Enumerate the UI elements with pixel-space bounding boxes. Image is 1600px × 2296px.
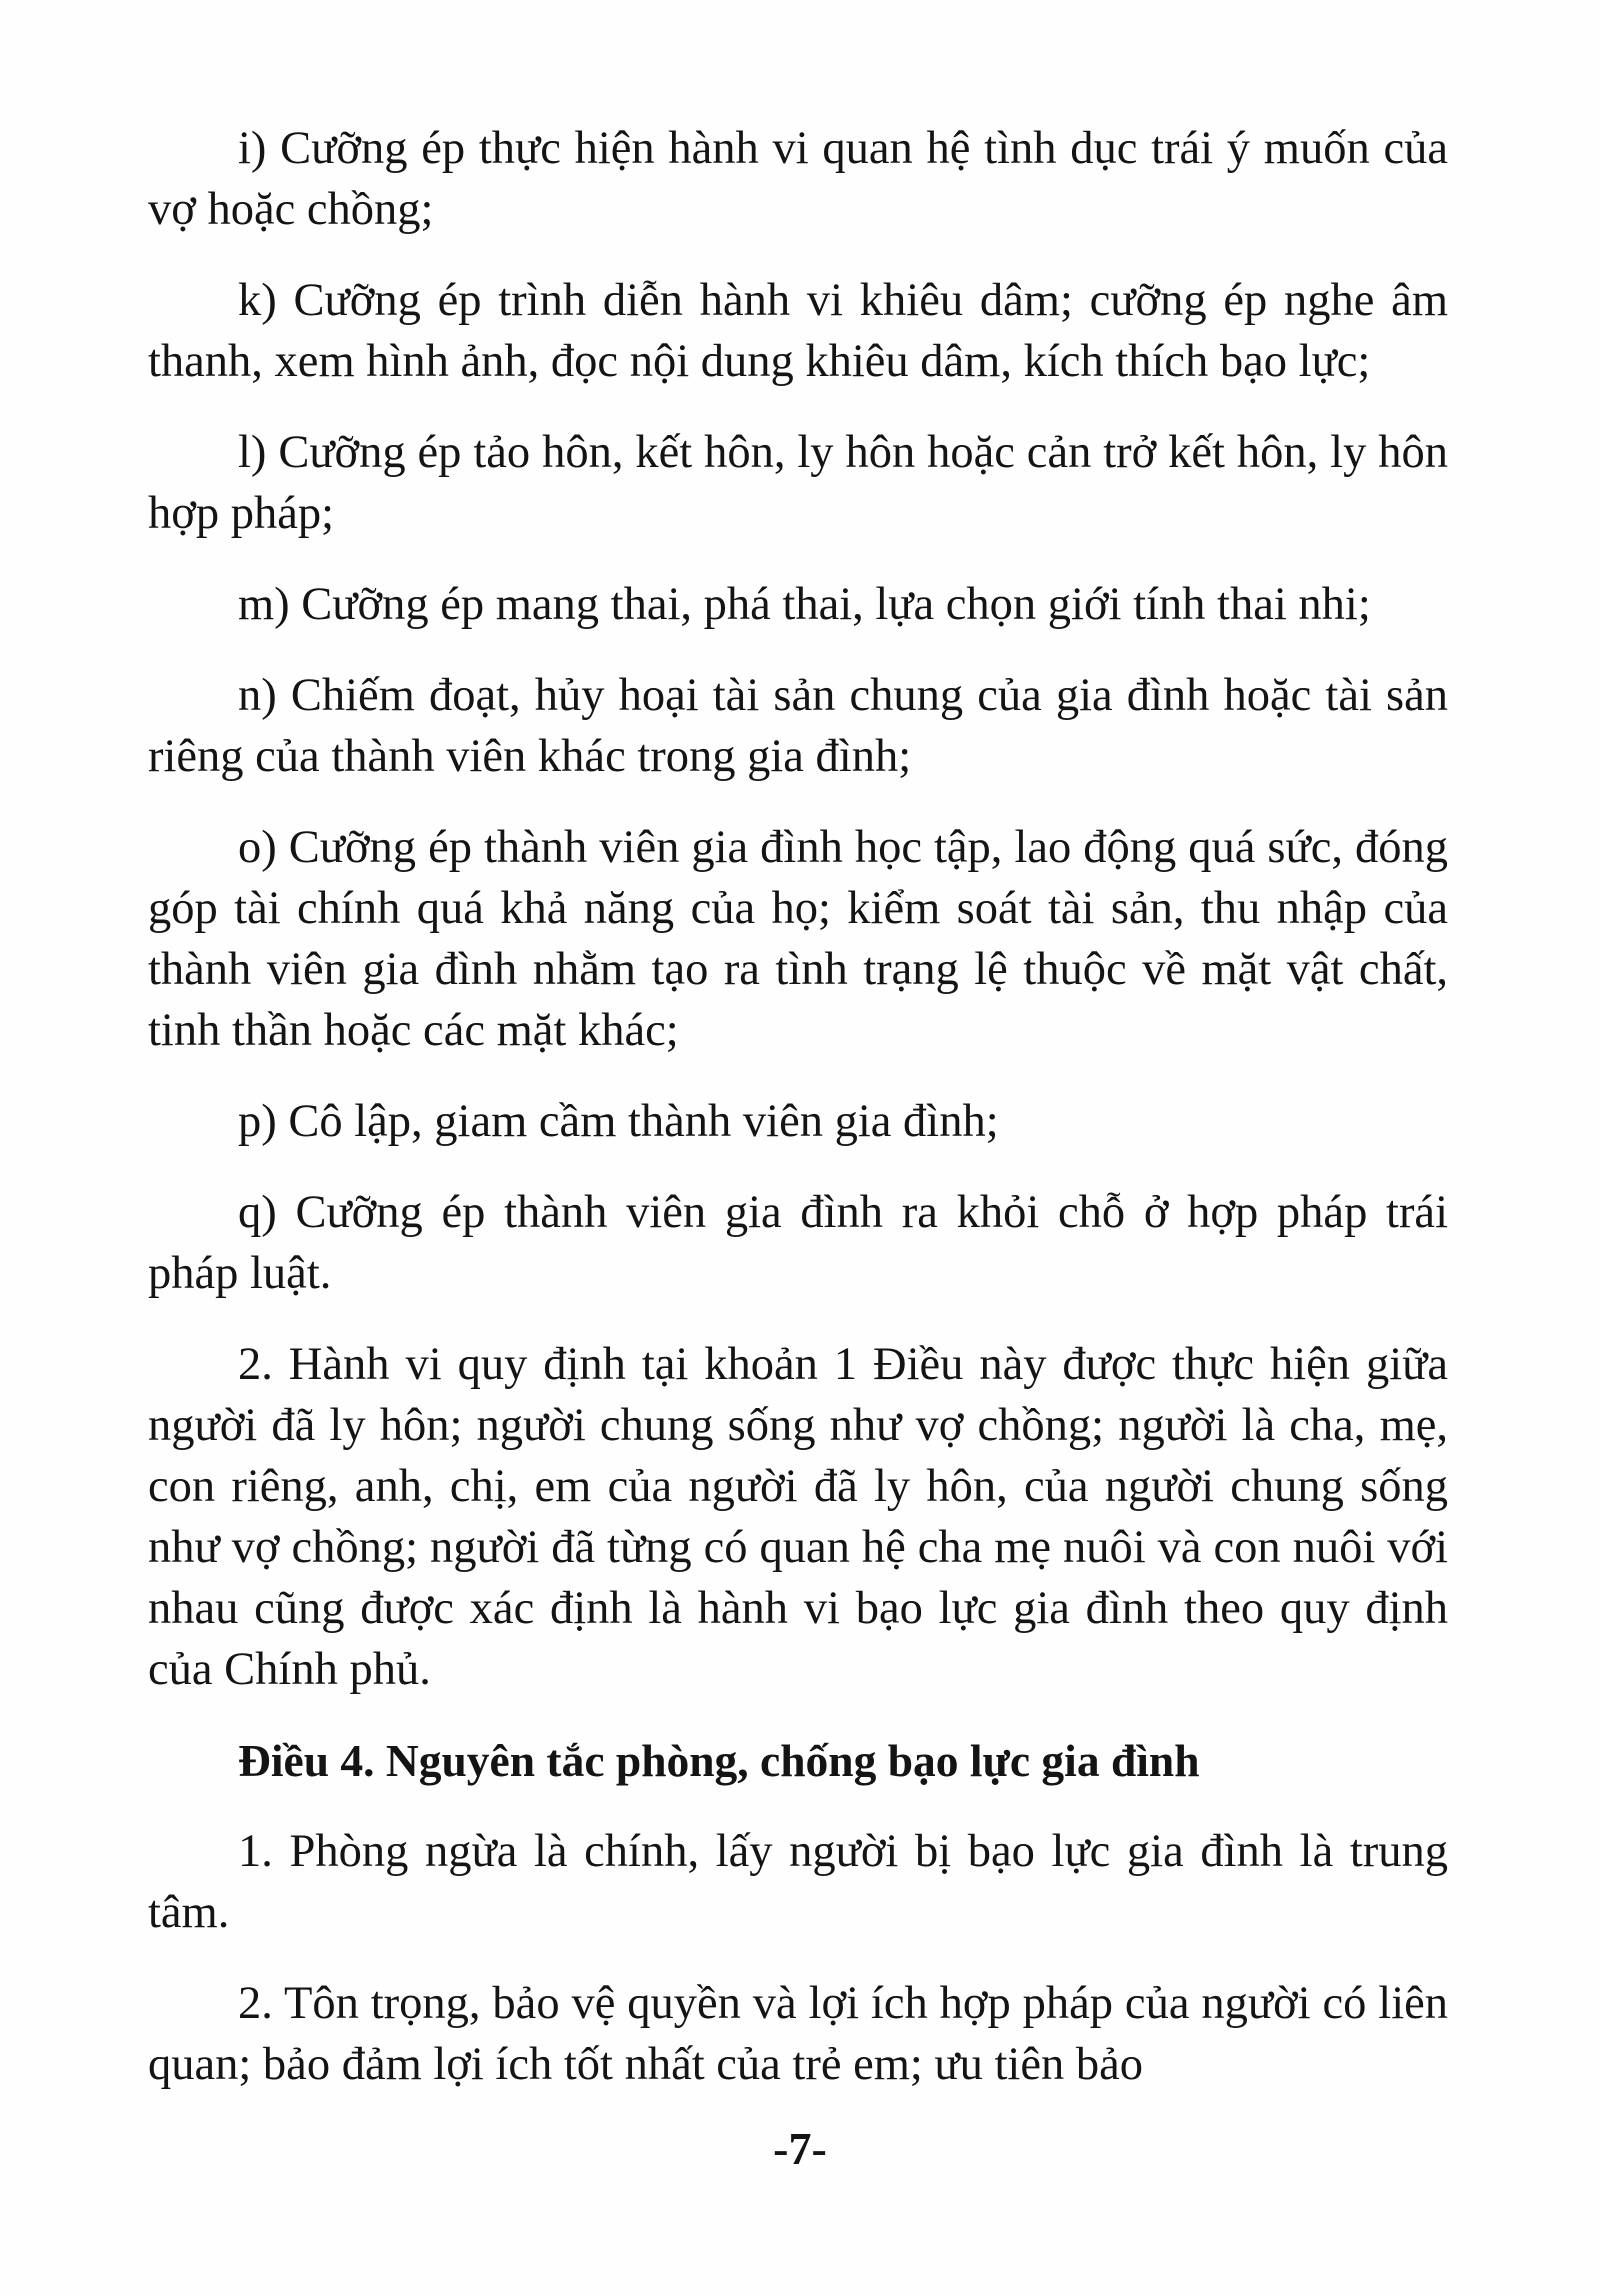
item-i: i) Cưỡng ép thực hiện hành vi quan hệ tình dục trái ý muốn của vợ hoặc chồng;	[148, 123, 1448, 235]
item-o: o) Cưỡng ép thành viên gia đình học tập, lao động quá sức, đóng góp tài chính quá khả năng của họ; kiểm soát tài sản, thu nhập của thành viên gia đình nhằm tạo ra tình trạng lệ thuộc về mặt vật chất, tinh thần hoặc các mặt khác;	[148, 822, 1448, 1056]
item-q: q) Cưỡng ép thành viên gia đình ra khỏi chỗ ở hợp pháp trái pháp luật.	[148, 1187, 1448, 1299]
article-4-clause-1: 1. Phòng ngừa là chính, lấy người bị bạo lực gia đình là trung tâm.	[148, 1826, 1448, 1938]
item-n: n) Chiếm đoạt, hủy hoại tài sản chung của gia đình hoặc tài sản riêng của thành viên khác trong gia đình;	[148, 670, 1448, 782]
article-4-clause-2: 2. Tôn trọng, bảo vệ quyền và lợi ích hợp pháp của người có liên quan; bảo đảm lợi ích tốt nhất của trẻ em; ưu tiên bảo	[148, 1978, 1448, 2090]
document-body	[148, 118, 1448, 2125]
article-4-heading: Điều 4. Nguyên tắc phòng, chống bạo lực gia đình	[238, 1735, 1200, 1786]
page-number: -7-	[773, 2123, 827, 2174]
item-p: p) Cô lập, giam cầm thành viên gia đình;	[238, 1096, 999, 1147]
item-k: k) Cưỡng ép trình diễn hành vi khiêu dâm; cưỡng ép nghe âm thanh, xem hình ảnh, đọc nội dung khiêu dâm, kích thích bạo lực;	[148, 275, 1448, 387]
clause-2-paragraph: 2. Hành vi quy định tại khoản 1 Điều này được thực hiện giữa người đã ly hôn; người chung sống như vợ chồng; người là cha, mẹ, con riêng, anh, chị, em của người đã ly hôn, của người chung sống như vợ chồng; người đã từng có quan hệ cha mẹ nuôi và con nuôi với nhau cũng được xác định là hành vi bạo lực gia đình theo quy định của Chính phủ.	[148, 1339, 1448, 1695]
item-m: m) Cưỡng ép mang thai, phá thai, lựa chọn giới tính thai nhi;	[238, 579, 1371, 630]
item-l: l) Cưỡng ép tảo hôn, kết hôn, ly hôn hoặc cản trở kết hôn, ly hôn hợp pháp;	[148, 427, 1448, 539]
